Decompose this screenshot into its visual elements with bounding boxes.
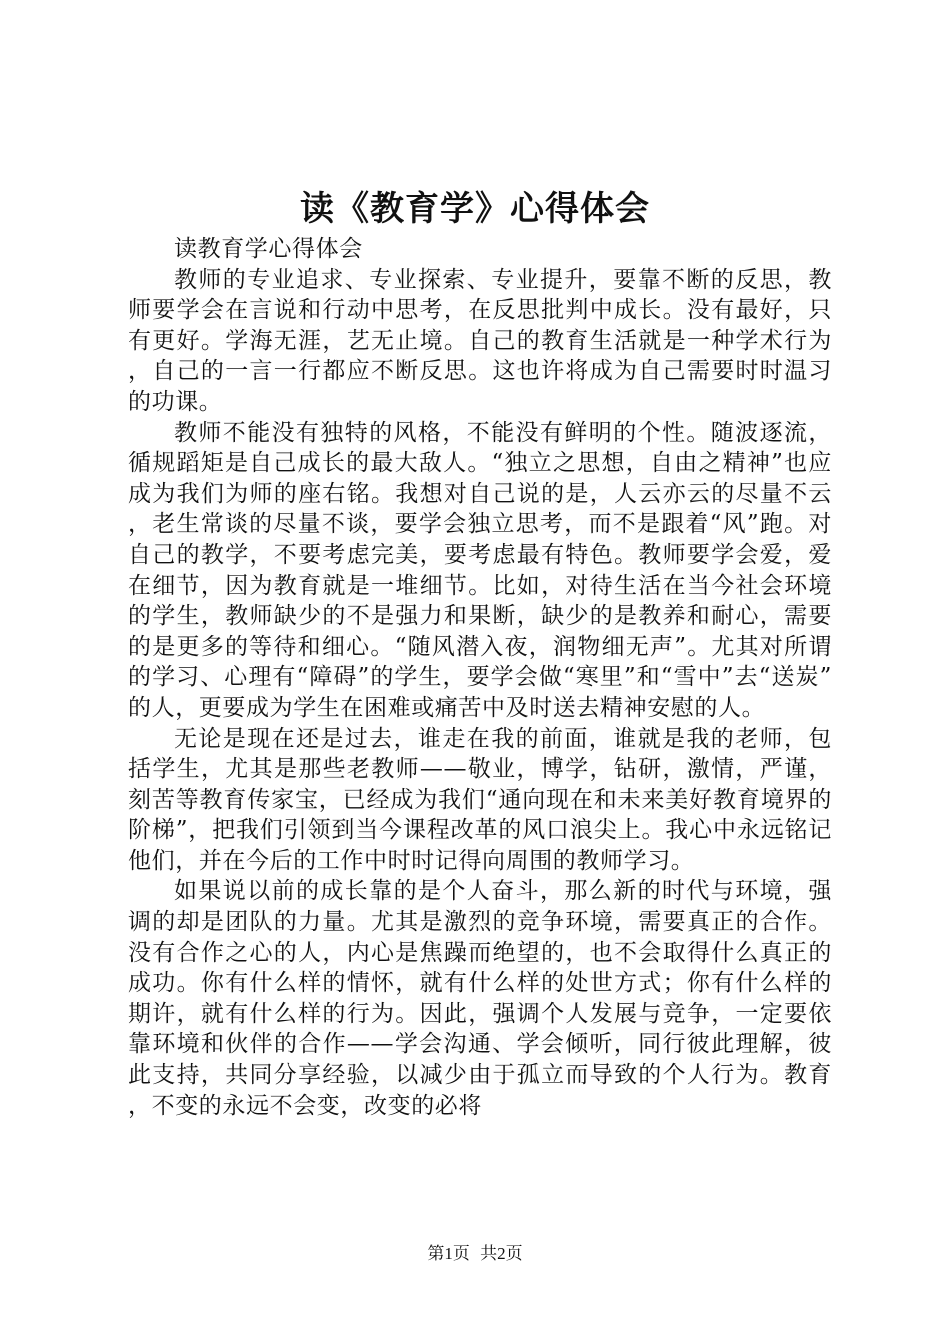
paragraph-individuality: 教师不能没有独特的风格，不能没有鲜明的个性。随波逐流，循规蹈矩是自己成长的最大敌人。“独立之思想，自由之精神”也应成为我们为师的座右铭。我想对自己说的是，人云亦云的尽量不云，老生常谈的尽量不谈，要学会独立思考，而不是跟着“风”跑。对自己的教学，不要考虑完美，要考虑最有特色。教师要学会爱，爱在细节，因为教育就是一堆细节。比如，对待生活在当今社会环境的学生，教师缺少的不是强力和果断，缺少的是教养和耐心，需要的是更多的等待和细心。“随风潜入夜，润物细无声”。尤其对所谓的学习、心理有“障碍”的学生，要学会做“寒里”和“雪中”去“送炭”的人，更要成为学生在困难或痛苦中及时送去精神安慰的人。 xyxy=(128,419,832,721)
page-footer xyxy=(0,1242,950,1266)
document-body xyxy=(128,234,832,1121)
document-title: 读《教育学》心得体会 xyxy=(300,189,650,229)
page-number: 第1页 xyxy=(427,1244,470,1263)
paragraph-teamwork: 如果说以前的成长靠的是个人奋斗，那么新的时代与环境，强调的却是团队的力量。尤其是激烈的竞争环境，需要真正的合作。没有合作之心的人，内心是焦躁而绝望的，也不会取得什么真正的成功。你有什么样的情怀，就有什么样的处世方式；你有什么样的期许，就有什么样的行为。因此，强调个人发展与竞争，一定要依靠环境和伙伴的合作——学会沟通、学会倾听，同行彼此理解，彼此支持，共同分享经验，以减少由于孤立而导致的个人行为。教育，不变的永远不会变，改变的必将 xyxy=(128,878,832,1119)
page-total: 共2页 xyxy=(480,1244,523,1263)
paragraph-reflection: 教师的专业追求、专业探索、专业提升，要靠不断的反思，教师要学会在言说和行动中思考，在反思批判中成长。没有最好，只有更好。学海无涯，艺无止境。自己的教育生活就是一种学术行为，自己的一言一行都应不断反思。这也许将成为自己需要时时温习的功课。 xyxy=(128,266,832,415)
paragraph-subtitle: 读教育学心得体会 xyxy=(174,236,363,262)
paragraph-learning-from-others: 无论是现在还是过去，谁走在我的前面，谁就是我的老师，包括学生，尤其是那些老教师——敬业，博学，钻研，激情，严谨，刻苦等教育传家宝，已经成为我们“通向现在和未来美好教育境界的阶梯”，把我们引领到当今课程改革的风口浪尖上。我心中永远铭记他们，并在今后的工作中时时记得向周围的教师学习。 xyxy=(128,725,832,874)
